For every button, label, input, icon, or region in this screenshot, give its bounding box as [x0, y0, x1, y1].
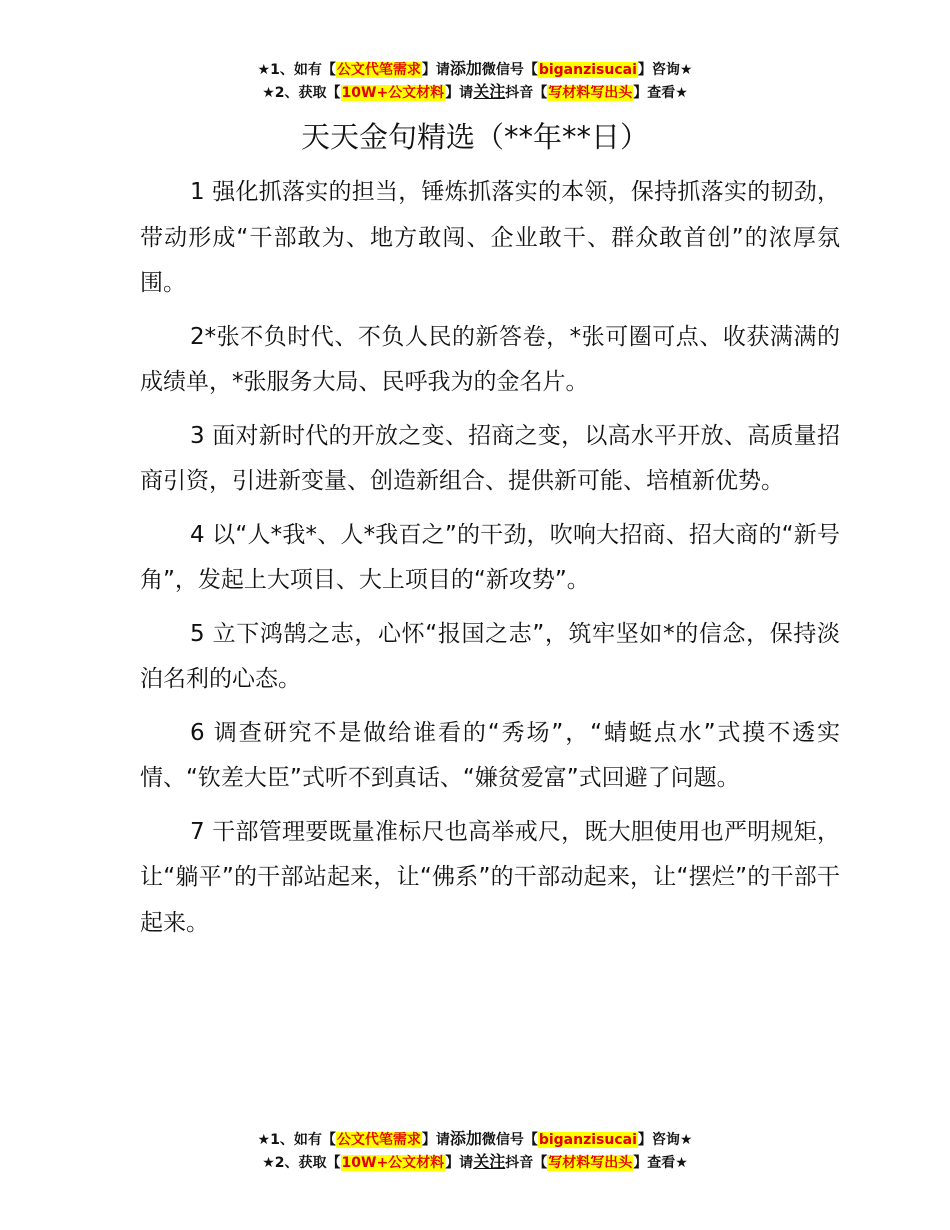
footer-banner — [0, 1128, 950, 1174]
banner-line-1 — [0, 1128, 950, 1151]
douyin-highlight: 写材料写出头 — [548, 1155, 633, 1171]
wechat-id-highlight: biganzisucai — [538, 62, 637, 78]
banner-text: 】咨询★ — [637, 1132, 693, 1148]
paragraph: 5 立下鸿鹄之志，心怀“报国之志”，筑牢坚如*的信念，保持淡泊名利的心态。 — [140, 620, 840, 692]
service-highlight: 公文代笔需求 — [336, 62, 421, 78]
banner-text: 】查看★ — [633, 85, 688, 101]
paragraph: 7 干部管理要既量准标尺也高举戒尺，既大胆使用也严明规矩，让“躺平”的干部站起来，让“佛系”的干部动起来，让“摆烂”的干部干起来。 — [140, 818, 840, 936]
paragraph: 1 强化抓落实的担当，锤炼抓落实的本领，保持抓落实的韧劲，带动形成“干部敢为、地方敢闯、企业敢干、群众敢首创”的浓厚氛围。 — [140, 179, 840, 296]
banner-text: ★1、如有【 — [257, 62, 336, 78]
banner-text: 抖音【 — [505, 1155, 548, 1171]
banner-line-1 — [0, 58, 950, 81]
banner-text: 微信号【 — [481, 1132, 538, 1148]
material-highlight: 10W+公文材料 — [341, 1155, 445, 1171]
document-body — [140, 170, 840, 954]
banner-text: ★1、如有【 — [257, 1132, 336, 1148]
banner-text: ★2、获取【 — [262, 1155, 341, 1171]
banner-text: 添加 — [449, 1129, 482, 1148]
paragraph: 6 调查研究不是做给谁看的“秀场”，“蜻蜓点水”式摸不透实情、“钦差大臣”式听不到真话、“嫌贫爱富”式回避了问题。 — [140, 719, 840, 791]
banner-text: 】咨询★ — [637, 62, 693, 78]
wechat-id-highlight: biganzisucai — [538, 1132, 637, 1148]
page-title: 天天金句精选（**年**日） — [300, 120, 649, 154]
banner-line-2 — [0, 81, 950, 104]
douyin-highlight: 写材料写出头 — [548, 85, 633, 101]
paragraph: 3 面对新时代的开放之变、招商之变，以高水平开放、高质量招商引资，引进新变量、创造新组合、提供新可能、培植新优势。 — [140, 422, 840, 494]
paragraph: 2*张不负时代、不负人民的新答卷，*张可圈可点、收获满满的成绩单，*张服务大局、民呼我为的金名片。 — [140, 323, 840, 395]
banner-text: 添加 — [449, 59, 482, 78]
banner-text: 】查看★ — [633, 1155, 688, 1171]
material-highlight: 10W+公文材料 — [341, 85, 445, 101]
header-banner — [0, 58, 950, 104]
banner-text: 关注 — [473, 82, 506, 101]
banner-text: 微信号【 — [481, 62, 538, 78]
banner-text: 抖音【 — [505, 85, 548, 101]
banner-line-2 — [0, 1151, 950, 1174]
banner-text: 】请 — [445, 1155, 474, 1171]
banner-text: 】请 — [445, 85, 474, 101]
banner-text: 】请 — [421, 1132, 450, 1148]
banner-text: 关注 — [473, 1152, 506, 1171]
service-highlight: 公文代笔需求 — [336, 1132, 421, 1148]
paragraph: 4 以“人*我*、人*我百之”的干劲，吹响大招商、招大商的“新号角”，发起上大项目、大上项目的“新攻势”。 — [140, 521, 840, 593]
banner-text: ★2、获取【 — [262, 85, 341, 101]
banner-text: 】请 — [421, 62, 450, 78]
